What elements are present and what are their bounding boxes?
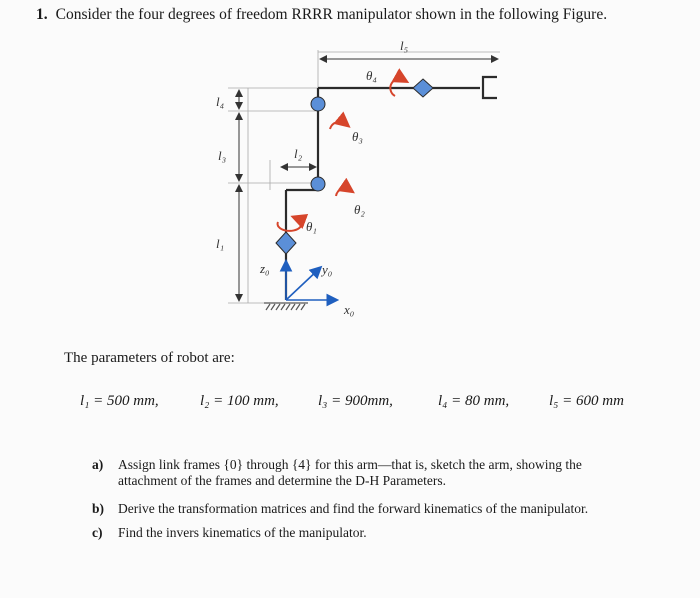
label-x0: x₀ [344,302,355,317]
label-theta2: θ₂ [354,202,365,217]
rotation-theta3 [330,122,346,129]
task-text-cont: attachment of the frames and determine the D-H Parameters. [118,473,446,488]
axis-y0 [286,268,320,300]
task-text: Derive the transformation matrices and find the forward kinematics of the manipulator. [118,501,589,516]
task-c [92,525,367,541]
joint-2 [311,177,325,191]
label-l4: l₄ [216,94,225,109]
label-z0: z₀ [260,261,270,276]
param-l5: l₅ = 600 mm [549,393,624,409]
joint-4 [413,79,433,97]
question-text: Consider the four degrees of freedom RRRR manipulator shown in the following Figure. [55,6,608,23]
question-number: 1. [36,6,48,23]
label-l2: l₂ [294,146,303,161]
label-y0: y₀ [322,262,333,277]
task-text: Assign link frames {0} through {4} for this arm—that is, sketch the arm, showing the [118,457,582,472]
task-label: b) [92,501,105,516]
ground [264,303,308,310]
label-l3: l₃ [218,148,227,163]
task-text: Find the invers kinematics of the manipulator. [118,525,367,540]
label-theta4: θ₄ [366,68,377,83]
rotation-theta2 [336,188,350,196]
param-l4: l₄ = 80 mm, [438,393,510,409]
task-a [92,457,582,489]
param-l1: l₁ = 500 mm, [80,393,159,409]
params-heading: The parameters of robot are: [64,350,235,366]
task-label: a) [92,457,104,472]
rotation-theta1 [278,218,302,231]
task-label: c) [92,525,103,540]
task-b [92,501,588,517]
param-l2: l₂ = 100 mm, [200,393,279,409]
joint-base [276,232,296,254]
label-l1: l₁ [216,236,225,251]
joint-3 [311,97,325,111]
label-theta3: θ₃ [352,129,363,144]
label-l5: l₅ [400,38,409,53]
param-l3: l₃ = 900mm, [318,393,393,409]
label-theta1: θ₁ [306,219,317,234]
